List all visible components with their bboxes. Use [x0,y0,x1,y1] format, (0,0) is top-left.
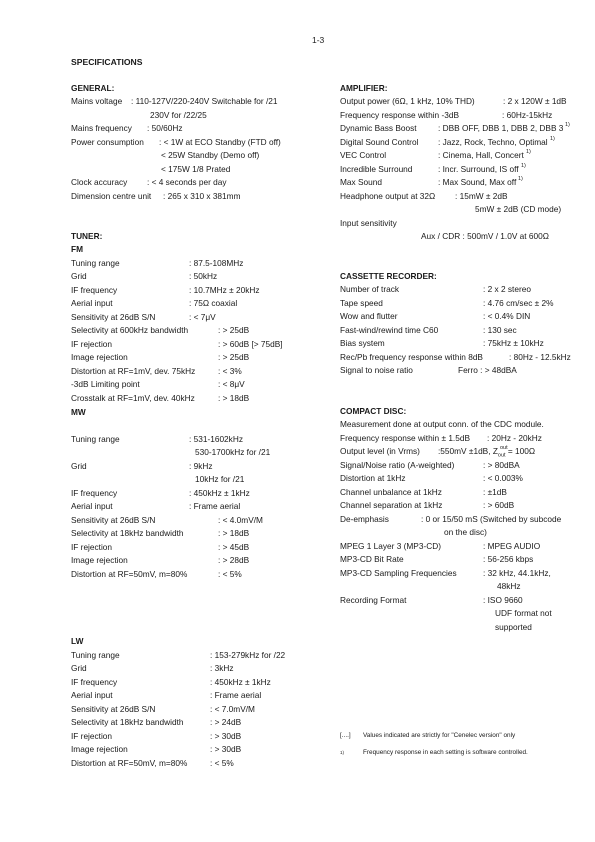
page-title: SPECIFICATIONS [71,57,143,67]
spec-label: VEC Control [340,150,387,160]
spec-label: Grid [71,271,87,281]
spec-row [71,378,326,392]
general-heading: GENERAL: [71,83,115,93]
spec-value: : < 8μV [218,379,245,389]
spec-row [71,149,326,163]
spec-row [71,136,326,150]
spec-row [71,527,326,541]
tuner-heading: TUNER: [71,231,103,241]
tuner-section [71,229,326,405]
cd-rows [340,418,585,634]
mw-section [71,406,326,581]
spec-value: : < 5% [218,568,242,579]
spec-row [71,500,326,514]
amplifier-heading: AMPLIFIER: [340,83,388,93]
footnote-ref: out [500,445,508,451]
spec-value: : > 18dB [218,528,250,538]
spec-row [71,257,326,271]
spec-row [340,445,585,459]
spec-label: Channel unbalance at 1kHz [340,486,442,497]
spec-value: Aux / CDR : 500mV / 1.0V at 600Ω [421,231,549,241]
spec-row [340,149,585,163]
spec-value: : < 4.0mV/M [218,514,263,525]
spec-row [340,163,585,177]
footnote-marker: 1) [340,749,345,755]
spec-value: : 450kHz ± 1kHz [189,487,250,498]
footnote-ref: 1) [526,149,531,155]
spec-label: Grid [71,460,87,471]
spec-row [71,554,326,568]
spec-label: Image rejection [71,352,128,362]
spec-row [71,473,326,487]
spec-row [71,109,326,123]
spec-value: UDF format not [495,608,552,618]
spec-row [340,351,585,365]
spec-value: : > 60dB [483,500,515,510]
spec-label: Number of track [340,284,400,294]
spec-label: Grid [71,663,87,673]
spec-label: Signal to noise ratio [340,365,413,375]
spec-label: IF rejection [71,338,113,349]
spec-value: : > 25dB [218,325,250,335]
spec-label: IF rejection [71,730,113,741]
lw-section [71,635,326,770]
footnote-ref: 1) [521,162,526,169]
spec-row [340,310,585,324]
spec-value: : ±1dB [483,486,507,497]
spec-row [340,459,585,473]
spec-row [71,649,326,663]
spec-row [340,526,585,540]
spec-row [340,607,585,621]
spec-row [71,351,326,365]
spec-row [340,203,585,217]
spec-row [340,230,585,244]
spec-value: : Incr. Surround, IS off [438,163,519,174]
spec-row [340,217,585,231]
spec-row [71,190,326,204]
spec-label: Crosstalk at RF=1mV, dev. 40kHz [71,392,195,403]
amplifier-rows [340,95,585,244]
spec-row [71,757,326,771]
spec-value: 5mW ± 2dB (CD mode) [475,204,562,214]
spec-row [340,324,585,338]
spec-label: Frequency response within ± 1.5dB [340,432,470,443]
spec-row [340,283,585,297]
spec-label: MP3-CD Bit Rate [340,554,404,564]
spec-value: : 15mW ± 2dB [455,190,508,201]
spec-row [340,122,585,136]
spec-value: : > 30dB [210,730,242,741]
spec-label: Image rejection [71,744,128,754]
spec-label: IF rejection [71,541,113,552]
footnote-text: Values indicated are strictly for "Cenelec version" only [363,732,516,739]
spec-value: : 130 sec [483,324,517,335]
spec-row [340,136,585,150]
footnote-ref: 1) [550,135,555,142]
spec-label: Measurement done at output conn. of the CDC module. [340,419,544,429]
spec-value: : < 5% [210,757,234,768]
spec-label: Tuning range [71,433,120,444]
spec-value: : 153-279kHz for /22 [210,649,286,660]
spec-value: : > 60dB [> 75dB] [218,338,283,349]
spec-row [340,337,585,351]
spec-value: : 75kHz ± 10kHz [483,338,544,348]
spec-row [340,553,585,567]
spec-row [71,568,326,582]
spec-row [71,297,326,311]
spec-value: : ISO 9660 [483,594,523,605]
spec-label: MP3-CD Sampling Frequencies [340,567,457,578]
spec-label: Tape speed [340,297,383,308]
spec-label: Channel separation at 1kHz [340,500,443,510]
spec-value: : 2 x 2 stereo [483,284,531,294]
spec-value: : < 4 seconds per day [147,177,227,187]
spec-value: supported [495,621,532,632]
spec-row [71,730,326,744]
cassette-rows [340,283,585,378]
footnote-ref: 1) [518,176,523,182]
spec-label: Distortion at 1kHz [340,473,406,483]
spec-row [340,486,585,500]
spec-value: : 10.7MHz ± 20kHz [189,284,260,295]
spec-row [340,540,585,554]
spec-label: Selectivity at 18kHz bandwidth [71,528,184,538]
spec-label: Output level (in Vrms) [340,446,420,456]
spec-row [71,95,326,109]
spec-row [71,703,326,717]
spec-row [340,513,585,527]
spec-row [340,190,585,204]
spec-label: Selectivity at 18kHz bandwidth [71,717,184,727]
spec-value: 10kHz for /21 [195,474,245,484]
spec-label: Dimension centre unit [71,190,152,201]
spec-row [340,580,585,594]
page-number: 1-3 [312,35,325,45]
mw-heading: MW [71,407,86,417]
spec-label: Bias system [340,338,385,348]
spec-value: : 450kHz ± 1kHz [210,676,271,687]
cassette-heading: CASSETTE RECORDER: [340,271,437,281]
spec-label: Image rejection [71,555,128,565]
spec-row [340,499,585,513]
spec-value: 48kHz [497,581,521,591]
spec-label: Mains voltage [71,96,123,106]
spec-value: : 50/60Hz [147,123,183,133]
mw-rows [71,433,326,582]
spec-row [71,122,326,136]
spec-value: : < 7.0mV/M [210,703,255,714]
spec-value: : 2 x 120W ± 1dB [503,96,567,106]
amplifier-section [340,81,585,244]
spec-value: : Jazz, Rock, Techno, Optimal [438,136,548,147]
spec-label: Clock accuracy [71,177,128,187]
spec-value: : 50kHz [189,271,218,281]
spec-value: : < 0.003% [483,473,523,483]
spec-row [71,284,326,298]
spec-row [71,676,326,690]
spec-value: : > 18dB [218,392,250,403]
spec-value: : > 28dB [218,555,250,565]
spec-label: Distortion at RF=50mV, m=80% [71,757,188,768]
spec-label: Recording Format [340,594,407,605]
spec-value: : < 0.4% DIN [483,311,531,321]
spec-value: : 4.76 cm/sec ± 2% [483,297,554,308]
spec-row [71,311,326,325]
spec-row [340,95,585,109]
spec-value: : < 3% [218,365,242,376]
spec-value: 530-1700kHz for /21 [195,447,271,457]
spec-value: : 32 kHz, 44.1kHz, [483,567,551,578]
spec-row [71,270,326,284]
spec-value: : 20Hz - 20kHz [487,432,542,443]
general-section [71,81,326,203]
spec-row [71,514,326,528]
spec-value: : MPEG AUDIO [483,540,541,551]
spec-value: : 110-127V/220-240V Switchable for /21 [131,96,278,106]
spec-row [340,432,585,446]
footnote-text: Frequency response in each setting is software controlled. [363,748,528,756]
spec-label: Aerial input [71,690,113,700]
spec-label: Mains frequency [71,123,132,133]
spec-row [340,364,585,378]
spec-label: Tuning range [71,649,120,660]
spec-value: : 87.5-108MHz [189,257,244,268]
spec-label: MPEG 1 Layer 3 (MP3-CD) [340,540,441,551]
spec-row [340,176,585,190]
spec-value: : DBB OFF, DBB 1, DBB 2, DBB 3 [438,123,564,133]
lw-heading: LW [71,636,84,646]
spec-value: : Frame aerial [210,690,262,700]
spec-value: : 9kHz [189,460,213,471]
spec-label: Digital Sound Control [340,136,419,147]
spec-label: Dynamic Bass Boost [340,123,417,133]
spec-label: Aerial input [71,501,113,511]
spec-value: : > 30dB [210,744,242,754]
spec-row [71,433,326,447]
spec-row [340,594,585,608]
spec-label: -3dB Limiting point [71,379,140,389]
footnote-ref: 1) [565,122,570,128]
spec-value: : > 24dB [210,717,242,727]
spec-label: IF frequency [71,284,118,295]
spec-value: : 531-1602kHz [189,433,243,444]
spec-row [71,541,326,555]
spec-label: Output power (6Ω, 1 kHz, 10% THD) [340,96,475,106]
cassette-section [340,269,585,378]
impedance-value: = 100Ω [505,446,536,456]
fm-rows [71,257,326,406]
spec-label: IF frequency [71,487,118,498]
spec-label: Distortion at RF=1mV, dev. 75kHz [71,365,196,376]
footnote-marker: [....] [340,732,351,739]
spec-label: Sensitivity at 26dB S/N [71,514,156,525]
spec-value: : > 25dB [218,352,250,362]
lw-rows [71,649,326,771]
spec-value: < 25W Standby (Demo off) [161,150,260,160]
spec-label: Aerial input [71,298,113,308]
spec-value: : 265 x 310 x 381mm [163,190,241,201]
spec-value: : Max Sound, Max off [438,177,517,187]
cd-section [340,404,585,634]
spec-label: Input sensitivity [340,217,397,228]
spec-label: IF frequency [71,676,118,687]
spec-label: Max Sound [340,177,382,187]
spec-row [71,716,326,730]
impedance-subscript: out [497,452,506,459]
spec-value: : < 7μV [189,311,216,322]
spec-value: : Cinema, Hall, Concert [438,150,524,160]
spec-label: Sensitivity at 26dB S/N [71,703,156,714]
general-rows [71,95,326,203]
spec-value: Ferro : > 48dBA [458,365,517,375]
spec-row [71,392,326,406]
fm-heading: FM [71,244,83,254]
spec-row [71,365,326,379]
spec-row [71,689,326,703]
spec-label: Frequency response within -3dB [340,109,459,120]
spec-value: : Frame aerial [189,501,241,511]
spec-label: Incredible Surround [340,163,413,174]
spec-label: Selectivity at 600kHz bandwidth [71,325,189,335]
spec-value: : 0 or 15/50 mS (Switched by subcode [421,513,562,524]
spec-label: Headphone output at 32Ω [340,190,436,201]
spec-row [340,472,585,486]
spec-row [340,297,585,311]
spec-row [71,460,326,474]
spec-label: Sensitivity at 26dB S/N [71,311,156,322]
spec-row [71,743,326,757]
spec-label: Wow and flutter [340,311,398,321]
spec-row [71,163,326,177]
spec-value: 230V for /22/25 [150,109,207,120]
spec-row [71,176,326,190]
spec-row [71,487,326,501]
spec-row [71,662,326,676]
spec-label: Distortion at RF=50mV, m=80% [71,568,188,579]
spec-row [340,567,585,581]
spec-value: : 75Ω coaxial [189,298,238,308]
spec-value: : 60Hz-15kHz [502,109,553,120]
spec-value: : 56-256 kbps [483,554,534,564]
spec-label: Signal/Noise ratio (A-weighted) [340,459,455,470]
spec-row [340,109,585,123]
spec-label: Tuning range [71,257,120,268]
output-level-value: :550mV ±1dB, Z [438,446,498,456]
spec-label: Rec/Pb frequency response within 8dB [340,351,483,362]
spec-row [71,338,326,352]
spec-label: Fast-wind/rewind time C60 [340,324,439,335]
cd-heading: COMPACT DISC: [340,406,407,416]
spec-value: : 80Hz - 12.5kHz [509,351,571,362]
spec-value: : > 45dB [218,541,250,552]
spec-label: De-emphasis [340,513,389,524]
spec-value: : > 80dBA [483,459,520,470]
spec-value: on the disc) [444,527,487,537]
spec-label: Power consumption [71,136,144,147]
spec-row [71,446,326,460]
spec-value: : 3kHz [210,663,234,673]
spec-row [340,418,585,432]
spec-value: : < 1W at ECO Standby (FTD off) [159,136,281,147]
spec-row [71,324,326,338]
spec-row [340,621,585,635]
spec-value: < 175W 1/8 Prated [161,163,231,174]
